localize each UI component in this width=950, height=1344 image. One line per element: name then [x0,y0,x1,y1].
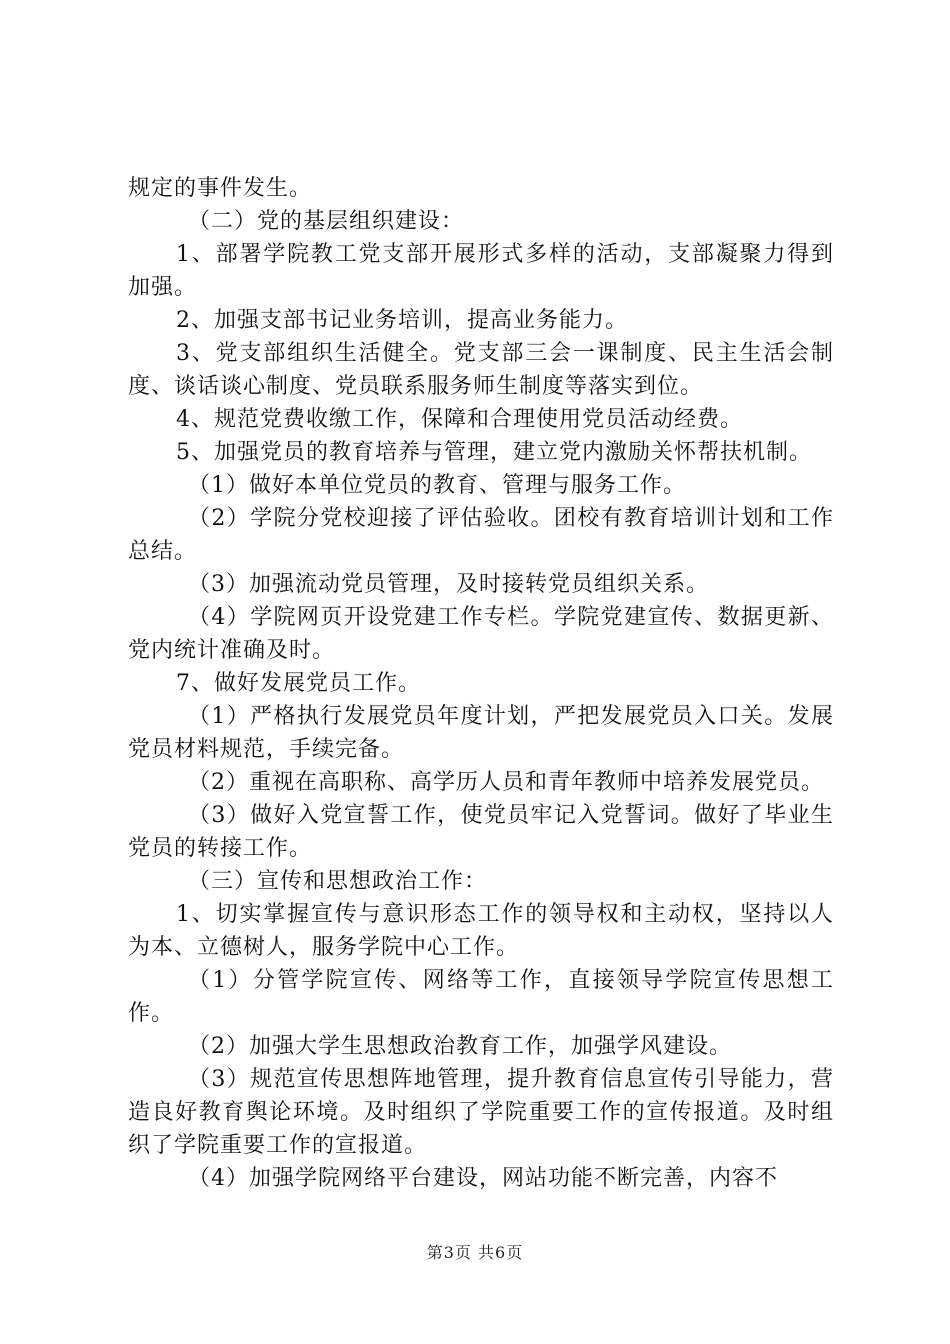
paragraph: 5、加强党员的教育培养与管理，建立党内激励关怀帮扶机制。 [176,440,812,465]
paragraph: 1、部署学院教工党支部开展形式多样的活动，支部凝聚力得到加强。 [128,242,834,300]
document-body [128,172,834,1195]
paragraph: 2、加强支部书记业务培训，提高业务能力。 [176,308,628,333]
paragraph: （2）学院分党校迎接了评估验收。团校有教育培训计划和工作总结。 [128,506,834,564]
page-number: 第3页 共6页 [426,1243,524,1262]
paragraph: （3）规范宣传思想阵地管理，提升教育信息宣传引导能力，营造良好教育舆论环境。及时组织了学院重要工作的宣传报道。及时组织了学院重要工作的宣报道。 [128,1067,834,1158]
paragraph: （2）加强大学生思想政治教育工作，加强学风建设。 [188,1034,732,1059]
paragraph: 3、党支部组织生活健全。党支部三会一课制度、民主生活会制度、谈话谈心制度、党员联系服务师生制度等落实到位。 [128,341,834,399]
paragraph: 规定的事件发生。 [128,176,313,201]
paragraph: （3）加强流动党员管理，及时接转党员组织关系。 [188,572,709,597]
section-heading: （三）宣传和思想政治工作： [188,869,488,894]
paragraph: 4、规范党费收缴工作，保障和合理使用党员活动经费。 [176,407,743,432]
section-heading: （二）党的基层组织建设： [188,209,465,234]
paragraph: （1）分管学院宣传、网络等工作，直接领导学院宣传思想工作。 [128,968,834,1026]
paragraph: （2）重视在高职称、高学历人员和青年教师中培养发展党员。 [188,770,824,795]
paragraph: （3）做好入党宣誓工作，使党员牢记入党誓词。做好了毕业生党员的转接工作。 [128,803,834,861]
paragraph: 1、切实掌握宣传与意识形态工作的领导权和主动权，坚持以人为本、立德树人，服务学院中心工作。 [128,902,834,960]
paragraph: （1）严格执行发展党员年度计划，严把发展党员入口关。发展党员材料规范，手续完备。 [128,704,834,762]
paragraph: （4）学院网页开设党建工作专栏。学院党建宣传、数据更新、党内统计准确及时。 [128,605,834,663]
paragraph: （1）做好本单位党员的教育、管理与服务工作。 [188,473,686,498]
paragraph: （4）加强学院网络平台建设，网站功能不断完善，内容不 [188,1166,778,1191]
paragraph: 7、做好发展党员工作。 [176,671,421,696]
